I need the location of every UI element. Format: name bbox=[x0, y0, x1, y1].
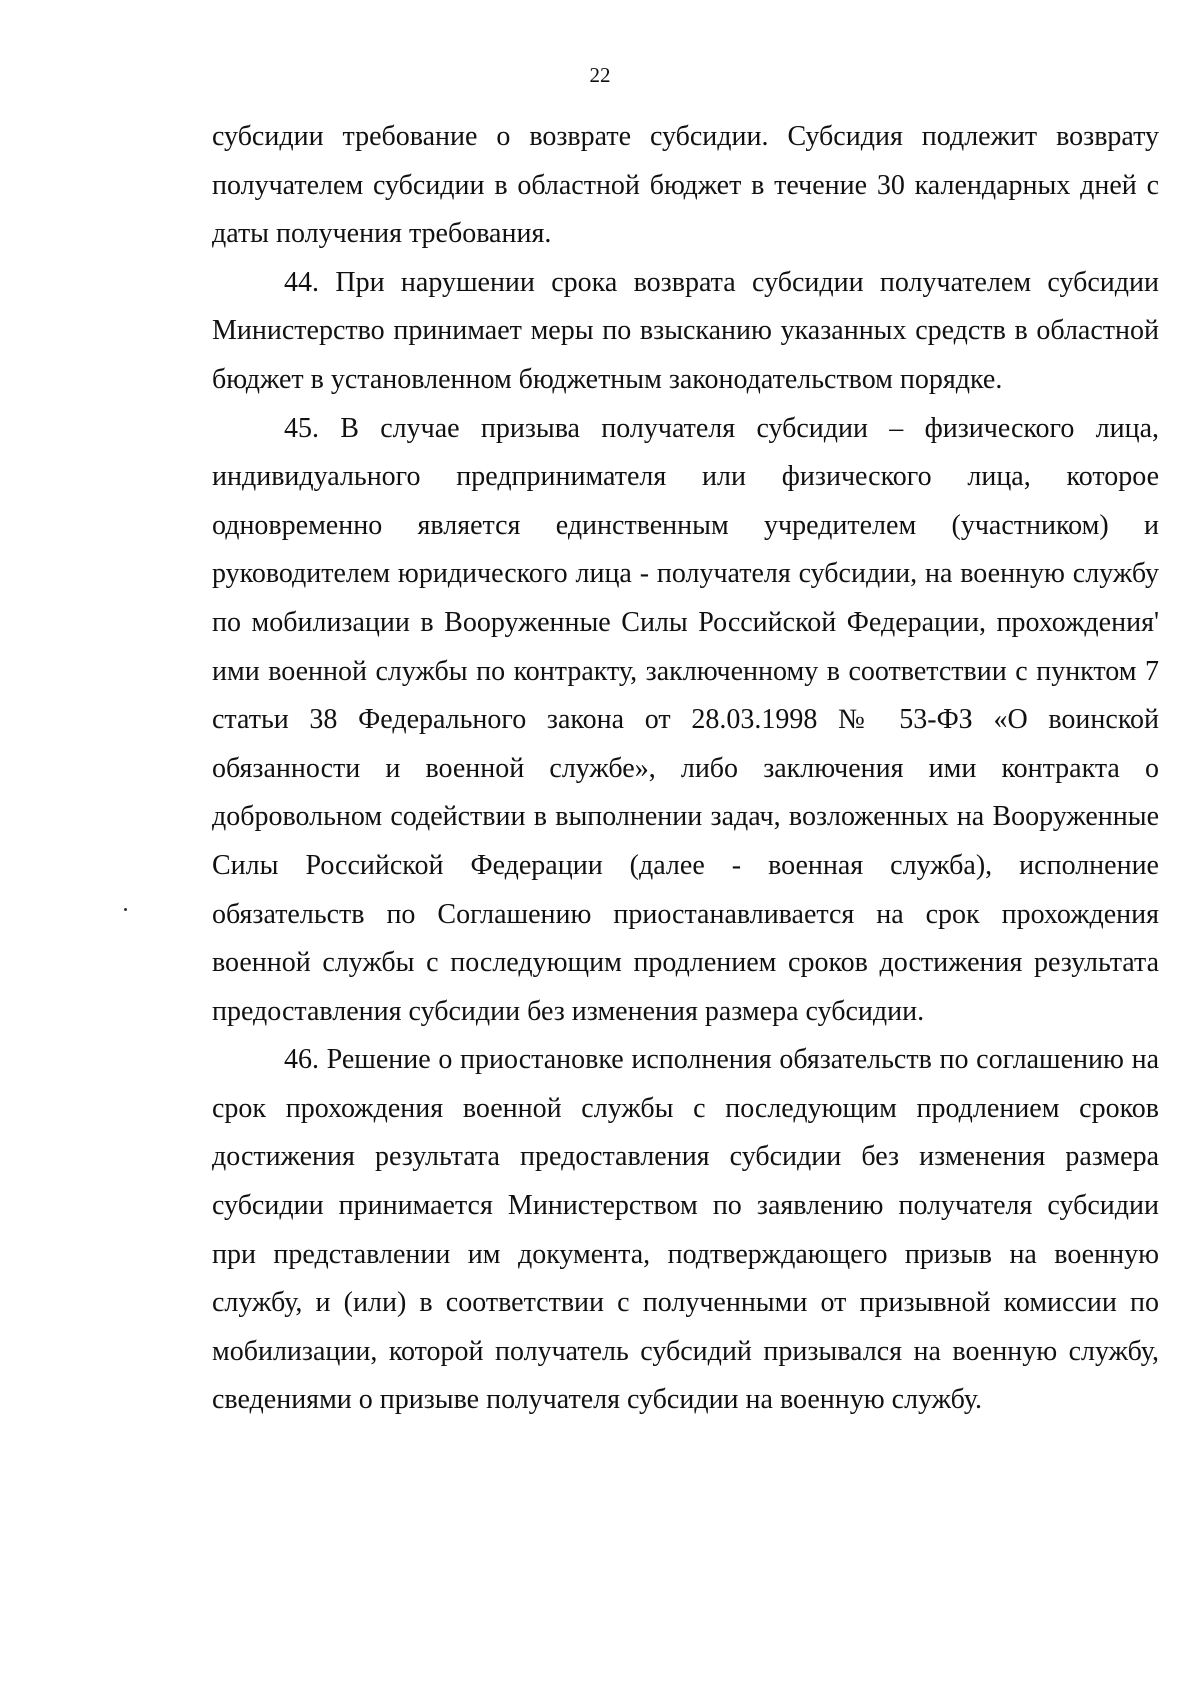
scan-artifact-dot bbox=[124, 908, 127, 911]
paragraph-45: 45. В случае призыва получателя субсидии – физического лица, индивидуального предпринимателя или физического лица, которое одновременно является единственным учредителем (участником) и руководителем юридического лица - получателя субсидии, на военную службу по мобилизации в Вооруженные Силы Российской Федерации, прохождения' ими военной службы по контракту, заключенному в соответствии с пунктом 7 статьи 38 Федерального закона от 28.03.1998 № 53-ФЗ «О воинской обязанности и военной службе», либо заключения ими контракта о добровольном содействии в выполнении задач, возложенных на Вооруженные Силы Российской Федерации (далее - военная служба), исполнение обязательств по Соглашению приостанавливается на срок прохождения военной службы с последующим продлением сроков достижения результата предоставления субсидии без изменения размера субсидии. bbox=[212, 412, 1159, 1027]
paragraph-continuation: субсидии требование о возврате субсидии. Субсидия подлежит возврату получателем субсидии в областной бюджет в течение 30 календарных дней с даты получения требования. bbox=[212, 121, 1159, 250]
paragraph-44: 44. При нарушении срока возврата субсидии получателем субсидии Министерство принимает меры по взысканию указанных средств в областной бюджет в установленном бюджетным законодательством порядке. bbox=[212, 266, 1159, 395]
page-number: 22 bbox=[589, 63, 611, 87]
paragraph-46: 46. Решение о приостановке исполнения обязательств по соглашению на срок прохождения военной службы с последующим продлением сроков достижения результата предоставления субсидии без изменения размера субсидии принимается Министерством по заявлению получателя субсидии при представлении им документа, подтверждающего призыв на военную службу, и (или) в соответствии с полученными от призывной комиссии по мобилизации, которой получатель субсидий призывался на военную службу, сведениями о призыве получателя субсидии на военную службу. bbox=[212, 1044, 1159, 1416]
document-body bbox=[212, 113, 1159, 1425]
